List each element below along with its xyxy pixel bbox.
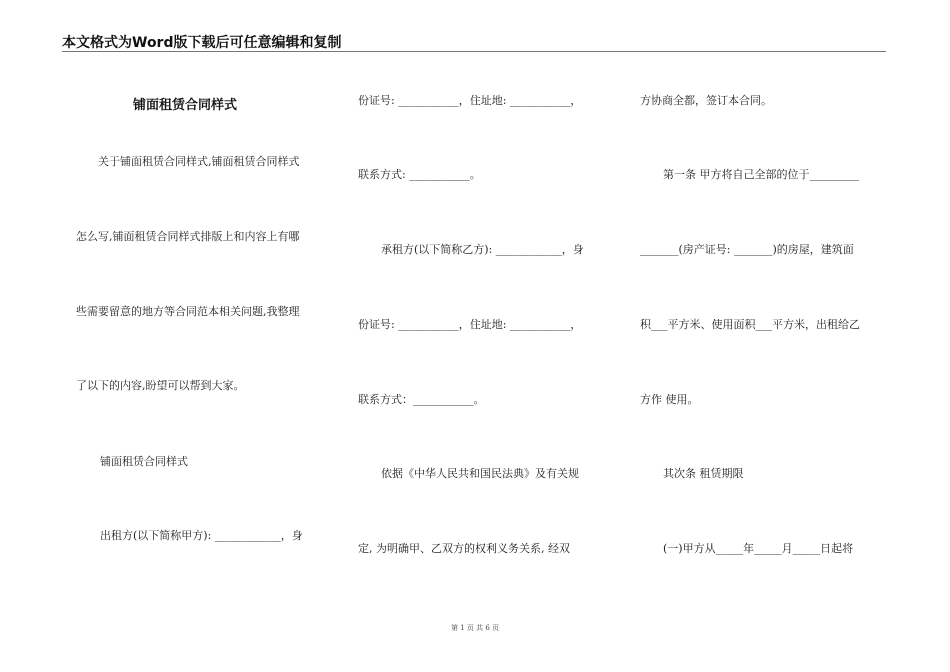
page-number: 第 1 页 共 6 页 [450,624,500,632]
column-2-line: 依据《中华人民共和国民法典》及有关规 [381,467,579,480]
column-3-line: (一)甲方从_____年_____月_____日起将 [663,542,854,555]
column-3-line: 方协商全都，签订本合同。 [640,94,772,107]
column-2-line: 份证号: ___________，住址地: ___________， [358,94,582,107]
column-2-line: 联系方式：___________。 [358,393,485,406]
document-title: 铺面租赁合同样式 [133,98,238,113]
column-3-line: 其次条 租赁期限 [663,467,744,480]
column-2-line: 承租方(以下简称乙方): ____________，身 [381,243,584,256]
column-3-line: 方作 使用。 [640,393,699,406]
column-1-line: 怎么写,铺面租赁合同样式排版上和内容上有哪 [76,230,300,243]
column-1-line: 了以下的内容,盼望可以帮到大家。 [76,379,245,392]
column-2-line: 定, 为明确甲、乙双方的权利义务关系, 经双 [358,542,570,555]
column-3-line: 第一条 甲方将自己全部的位于_________ [663,168,859,181]
column-1-line: 关于铺面租赁合同样式,铺面租赁合同样式 [98,155,300,168]
column-3-line: _______(房产证号: _______)的房屋，建筑面 [640,243,854,256]
column-2-line: 联系方式: ___________。 [358,168,481,181]
column-1-line: 些需要留意的地方等合同范本相关问题,我整理 [76,305,300,318]
column-2-line: 份证号: ___________，住址地: ___________， [358,318,582,331]
column-1-line: 铺面租赁合同样式 [100,455,188,468]
column-3-line: 积___平方米、使用面积___平方米，出租给乙 [640,318,860,331]
header-divider [62,51,886,52]
column-1-line: 出租方(以下简称甲方): ____________，身 [100,529,303,542]
document-banner: 本文格式为Word版下载后可任意编辑和复制 [62,35,342,51]
